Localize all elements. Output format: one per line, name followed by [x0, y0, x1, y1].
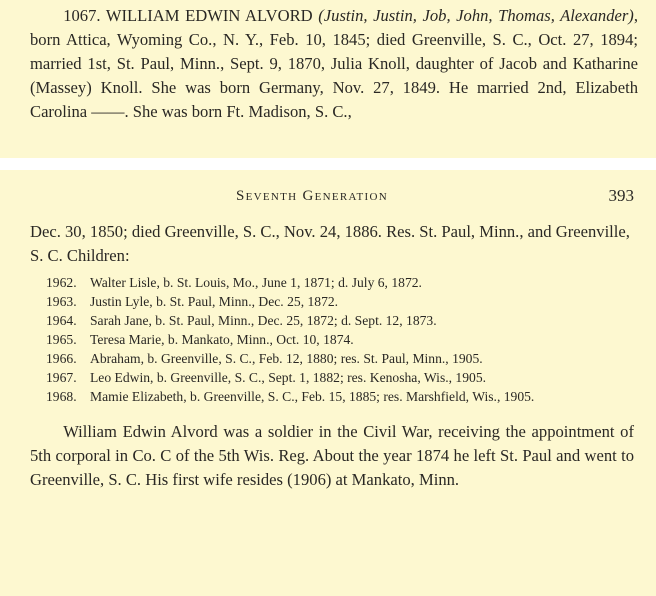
closing-paragraph: William Edwin Alvord was a soldier in the Civil War, receiving the appointment of 5th corporal in Co. C of the 5th Wis. Reg. About the year 1874 he left St. Paul and went to Greenville, S. C. His first wife resides (1906) at Mankato, Minn. [30, 421, 634, 489]
running-head-title: Seventh Generation [235, 188, 389, 204]
child-text: Leo Edwin, b. Greenville, S. C., Sept. 1, 1882; res. Kenosha, Wis., 1905. [90, 370, 487, 385]
child-number: 1966. [46, 351, 77, 366]
page-number: 393 [608, 186, 634, 205]
child-entry [30, 388, 634, 406]
child-text: Walter Lisle, b. St. Louis, Mo., June 1, 1871; d. July 6, 1872. [90, 275, 422, 290]
child-text: Justin Lyle, b. St. Paul, Minn., Dec. 25, 1872. [90, 294, 339, 309]
entry-number: 1067. [63, 6, 101, 25]
continuation-paragraph: Dec. 30, 1850; died Greenville, S. C., Nov. 24, 1886. Res. St. Paul, Minn., and Greenville, S. C. Children: [30, 222, 630, 265]
entry-lineage: (Justin, Justin, Job, John, Thomas, Alexander) [318, 6, 634, 25]
child-number: 1965. [46, 332, 77, 347]
child-text: Abraham, b. Greenville, S. C., Feb. 12, 1880; res. St. Paul, Minn., 1905. [90, 351, 483, 366]
child-number: 1962. [46, 275, 77, 290]
clipping-top [0, 0, 656, 158]
child-entry [30, 274, 634, 292]
entry-paragraph [30, 0, 638, 124]
child-entry [30, 312, 634, 330]
child-number: 1963. [46, 294, 77, 309]
entry-name: WILLIAM EDWIN ALVORD [105, 6, 313, 25]
child-text: Teresa Marie, b. Mankato, Minn., Oct. 10, 1874. [90, 332, 354, 347]
child-text: Sarah Jane, b. St. Paul, Minn., Dec. 25, 1872; d. Sept. 12, 1873. [90, 313, 437, 328]
child-entry [30, 350, 634, 368]
child-number: 1968. [46, 389, 77, 404]
running-head [30, 184, 634, 212]
child-entry [30, 331, 634, 349]
children-list [30, 274, 634, 406]
child-entry [30, 369, 634, 387]
child-text: Mamie Elizabeth, b. Greenville, S. C., Feb. 15, 1885; res. Marshfield, Wis., 1905. [90, 389, 535, 404]
clipping-bottom [0, 170, 656, 596]
entry-text: , born Attica, Wyoming Co., N. Y., Feb. 10, 1845; died Greenville, S. C., Oct. 27, 1894; married 1st, St. Paul, Minn., Sept. 9, 1870, Julia Knoll, daughter of Jacob and Katharine (Massey) Knoll. She was born Germany, Nov. 27, 1849. He married 2nd, Elizabeth Carolina ——. She was born Ft. Madison, S. C., [30, 6, 638, 121]
child-entry [30, 293, 634, 311]
child-number: 1967. [46, 370, 77, 385]
child-number: 1964. [46, 313, 77, 328]
